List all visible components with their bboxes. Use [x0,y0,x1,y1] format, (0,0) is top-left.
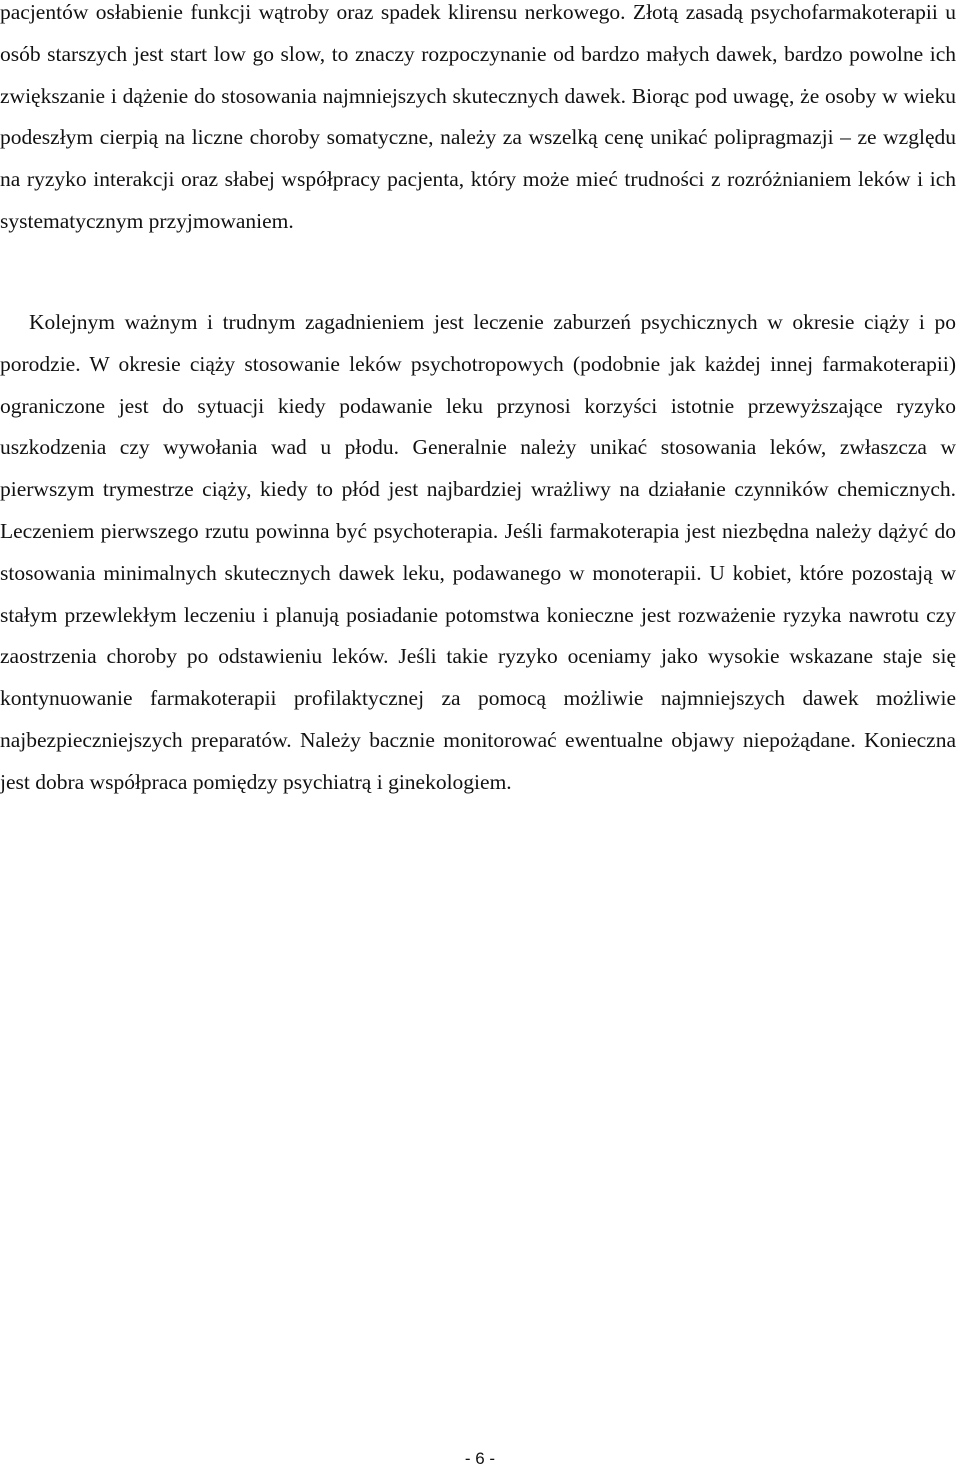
paragraph-elderly-pharmacotherapy: pacjentów osłabienie funkcji wątroby oraz spadek klirensu nerkowego. Złotą zasadą psychofarmakoterapii u osób starszych jest start low go slow, to znaczy rozpoczynanie od bardzo małych dawek, bardzo powolne ich zwiększanie i dążenie do stosowania najmniejszych skutecznych dawek. Biorąc pod uwagę, że osoby w wieku podeszłym cierpią na liczne choroby somatyczne, należy za wszelką cenę unikać polipragmazji – ze względu na ryzyko interakcji oraz słabej współpracy pacjenta, który może mieć trudności z rozróżnianiem leków i ich systematycznym przyjmowaniem. [0,0,956,233]
paragraph-pregnancy-treatment: Kolejnym ważnym i trudnym zagadnieniem jest leczenie zaburzeń psychicznych w okresie ciąży i po porodzie. W okresie ciąży stosowanie leków psychotropowych (podobnie jak każdej innej farmakoterapii) ograniczone jest do sytuacji kiedy podawanie leku przynosi korzyści istotnie przewyższające ryzyko uszkodzenia czy wywołania wad u płodu. Generalnie należy unikać stosowania leków, zwłaszcza w pierwszym trymestrze ciąży, kiedy to płód jest najbardziej wrażliwy na działanie czynników chemicznych. Leczeniem pierwszego rzutu powinna być psychoterapia. Jeśli farmakoterapia jest niezbędna należy dążyć do stosowania minimalnych skutecznych dawek leku, podawanego w monoterapii. U kobiet, które pozostają w stałym przewlekłym leczeniu i planują posiadanie potomstwa konieczne jest rozważenie ryzyka nawrotu czy zaostrzenia choroby po odstawieniu leków. Jeśli takie ryzyko oceniamy jako wysokie wskazane staje się kontynuowanie farmakoterapii profilaktycznej za pomocą możliwie najmniejszych dawek możliwie najbezpieczniejszych preparatów. Należy bacznie monitorować ewentualne objawy niepożądane. Konieczna jest dobra współpraca pomiędzy psychiatrą i ginekologiem. [0,310,956,794]
page-number: - 6 - [464,1449,496,1468]
